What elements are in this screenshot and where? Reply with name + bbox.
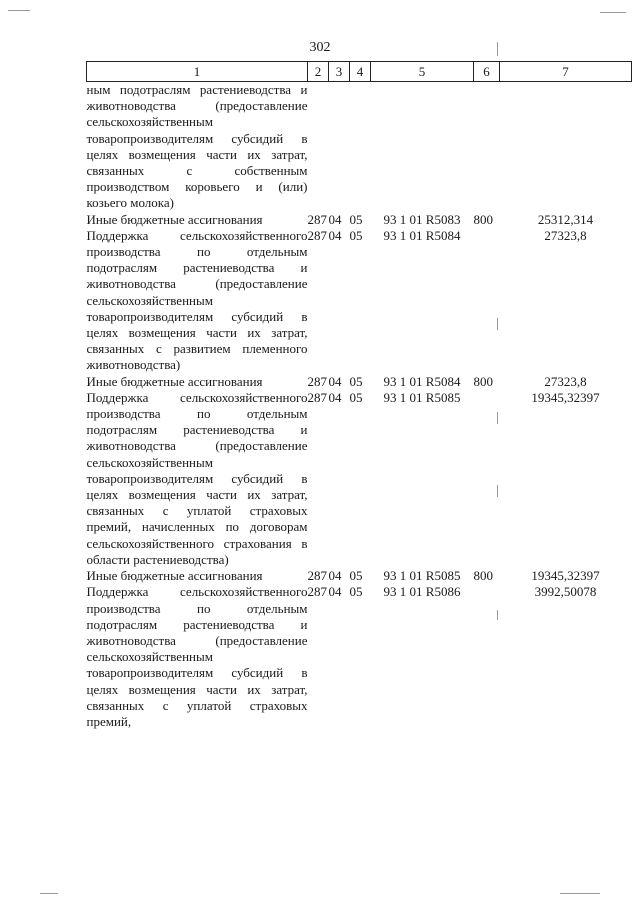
row-c2-cell: 287 <box>307 584 327 600</box>
row-c7-cell: 19345,32397 <box>531 568 600 584</box>
row-c4-cell: 05 <box>349 389 363 405</box>
table-header-row <box>87 62 632 82</box>
row-c6-cell: 800 <box>473 211 493 227</box>
row-c6-cell: 800 <box>473 568 493 584</box>
row-c3-cell <box>329 82 350 212</box>
table-row <box>87 584 632 730</box>
row-c2-cell: 287 <box>307 568 327 584</box>
budget-table <box>86 61 632 730</box>
column-header: 7 <box>500 62 632 82</box>
table-row <box>87 374 632 390</box>
row-c5-cell: 93 1 01 R5085 <box>383 389 461 405</box>
row-c7-cell: 25312,314 <box>537 211 594 227</box>
scan-mark <box>497 42 498 56</box>
row-name: Иные бюджетные ассигнования <box>86 373 263 389</box>
row-c4-cell: 05 <box>349 227 363 243</box>
row-c7-cell: 3992,50078 <box>534 584 597 600</box>
scan-mark <box>8 10 30 11</box>
row-c3-cell: 04 <box>328 211 342 227</box>
table-row <box>87 212 632 228</box>
row-c7-cell <box>500 82 632 212</box>
row-c2-cell <box>308 82 329 212</box>
row-c5-cell: 93 1 01 R5086 <box>383 584 461 600</box>
row-name: Поддержка сельскохозяйственного производства по отдельным подотраслям растениеводства и животноводства (предоставление сельскохозяйственным товаропроизводителям субсидий в целях возмещения части их затрат, связанных с уплатой страховых премий, <box>86 584 308 729</box>
row-name: Иные бюджетные ассигнования <box>86 211 263 227</box>
scan-mark <box>600 12 626 13</box>
row-c5-cell <box>371 82 474 212</box>
row-c4-cell <box>350 82 371 212</box>
row-name: ным подотраслям растениеводства и животноводства (предоставление сельскохозяйственным товаропроизводителям субсидий в целях возмещения части их затрат, связанных с собственным производством коровьего и (или) козьего молока) <box>86 82 308 211</box>
scan-mark <box>497 318 498 330</box>
scan-mark <box>497 412 498 424</box>
column-header: 1 <box>87 62 308 82</box>
column-header: 5 <box>371 62 474 82</box>
table-row <box>87 228 632 374</box>
row-c7-cell: 27323,8 <box>544 373 587 389</box>
row-name: Иные бюджетные ассигнования <box>86 568 263 584</box>
row-c7-cell: 27323,8 <box>544 227 587 243</box>
scan-mark <box>560 893 600 894</box>
row-c2-cell: 287 <box>307 373 327 389</box>
row-c6-cell <box>474 82 500 212</box>
row-c5-cell: 93 1 01 R5083 <box>383 211 461 227</box>
row-c2-cell: 287 <box>307 227 327 243</box>
row-c3-cell: 04 <box>328 568 342 584</box>
row-c2-cell: 287 <box>307 211 327 227</box>
row-c3-cell: 04 <box>328 584 342 600</box>
table-row <box>87 82 632 212</box>
row-c6-cell <box>474 584 500 730</box>
page-number: 302 <box>309 40 331 55</box>
row-name: Поддержка сельскохозяйственного производства по отдельным подотраслям растениеводства и животноводства (предоставление сельскохозяйственным товаропроизводителям субсидий в целях возмещения части их затрат, связанных с развитием племенного животноводства) <box>86 227 308 373</box>
row-c6-cell: 800 <box>473 373 493 389</box>
column-header: 6 <box>474 62 500 82</box>
row-name: Поддержка сельскохозяйственного производства по отдельным подотраслям растениеводства и животноводства (предоставление сельскохозяйственным товаропроизводителям субсидий в целях возмещения части их затрат, связанных с уплатой страховых премий, начисленных по договорам сельскохозяйственного страхования в области растениеводства) <box>86 389 308 567</box>
row-c6-cell <box>474 228 500 374</box>
scan-mark <box>497 610 498 620</box>
row-c3-cell: 04 <box>328 227 342 243</box>
row-c3-cell: 04 <box>328 373 342 389</box>
row-c2-cell: 287 <box>307 389 327 405</box>
row-c5-cell: 93 1 01 R5085 <box>383 568 461 584</box>
table-row <box>87 568 632 584</box>
row-c7-cell: 19345,32397 <box>531 389 600 405</box>
row-c5-cell: 93 1 01 R5084 <box>383 373 461 389</box>
row-c4-cell: 05 <box>349 568 363 584</box>
scan-mark <box>497 485 498 497</box>
row-c4-cell: 05 <box>349 373 363 389</box>
row-c6-cell <box>474 390 500 568</box>
row-c4-cell: 05 <box>349 211 363 227</box>
column-header: 2 <box>308 62 329 82</box>
table-row <box>87 390 632 568</box>
row-c3-cell: 04 <box>328 389 342 405</box>
scan-mark <box>40 893 58 894</box>
row-c4-cell: 05 <box>349 584 363 600</box>
row-c5-cell: 93 1 01 R5084 <box>383 227 461 243</box>
column-header: 3 <box>329 62 350 82</box>
column-header: 4 <box>350 62 371 82</box>
